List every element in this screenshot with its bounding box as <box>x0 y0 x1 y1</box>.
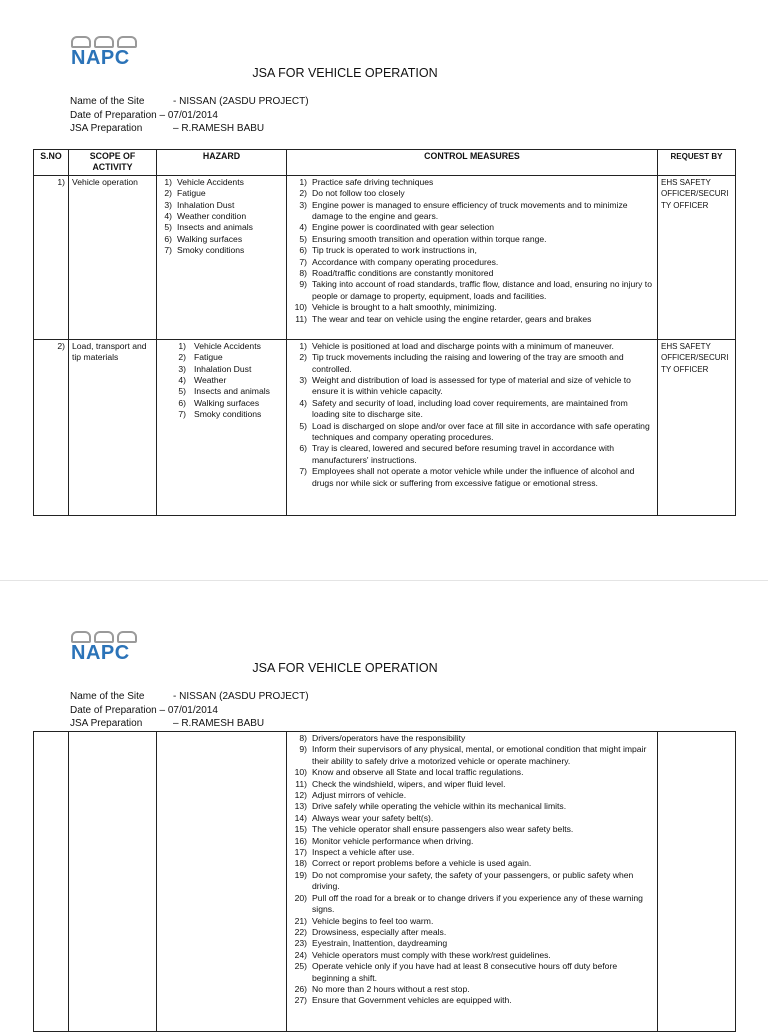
item-text: Drive safely while operating the vehicle within its mechanical limits. <box>312 801 567 812</box>
item-text: Inform their supervisors of any physical, mental, or emotional condition that might impair their ability to safely drive a motorized vehicle or operate machinery. <box>312 744 647 766</box>
item-number: 26) <box>294 983 307 994</box>
list-item <box>290 790 654 801</box>
item-text: Tray is cleared, lowered and secured before resuming travel in accordance with manufacturers' instructions. <box>312 443 615 465</box>
prep-value: – R.RAMESH BABU <box>173 123 265 134</box>
item-text: No more than 2 hours without a rest stop. <box>312 983 470 994</box>
row-sno: 2) <box>34 339 69 515</box>
item-number: 3) <box>164 199 172 210</box>
row-controls <box>287 732 658 1032</box>
item-number: 4) <box>299 222 307 233</box>
item-text: Load is discharged on slope and/or over face at fill site in accordance with safe operating techniques and company operating procedures. <box>312 420 650 443</box>
item-text: Smoky conditions <box>177 245 245 256</box>
item-number: 1) <box>299 340 307 351</box>
list-item <box>290 984 654 995</box>
list-item <box>160 177 283 188</box>
row-scope: Load, transport and tip materials <box>69 339 157 515</box>
item-number: 11) <box>295 313 307 324</box>
item-text: Employees shall not operate a motor vehicle while under the influence of alcohol and drugs nor while sick or suffering from excessive fatigue or emotional stress. <box>312 466 635 488</box>
item-text: Vehicle is positioned at load and discharge points with a minimum of maneuver. <box>312 340 614 351</box>
item-text: Taking into account of road standards, traffic flow, distance and load, ensuring no injury to people or damage to property, equipment, loads and facilities. <box>312 279 652 301</box>
item-number: 27) <box>294 995 307 1006</box>
item-number: 17) <box>294 847 307 858</box>
list-item <box>290 352 654 375</box>
list-item <box>160 341 283 352</box>
item-text: Walking surfaces <box>177 233 243 244</box>
item-text: Weight and distribution of load is assessed for type of material and size of vehicle to ensure it is within vehicle capacity. <box>312 375 631 397</box>
item-number: 6) <box>164 233 172 244</box>
item-text: Weather condition <box>177 211 247 222</box>
item-number: 23) <box>294 938 307 949</box>
list-item <box>160 234 283 245</box>
row-sno <box>34 732 69 1032</box>
item-number: 22) <box>294 926 307 937</box>
list-item <box>160 188 283 199</box>
row-hazards <box>157 339 287 515</box>
list-item <box>290 744 654 767</box>
list-item <box>290 268 654 279</box>
list-item <box>290 398 654 421</box>
logo-text: NAPC <box>71 642 130 664</box>
list-item <box>290 245 654 256</box>
item-number: 3) <box>299 375 307 386</box>
item-number: 4) <box>178 375 186 386</box>
item-number: 1) <box>299 176 307 187</box>
item-number: 8) <box>299 268 307 279</box>
item-number: 21) <box>294 915 307 926</box>
list-item <box>290 813 654 824</box>
date-label: Date of Preparation <box>70 704 157 716</box>
list-item <box>290 847 654 858</box>
list-item <box>290 421 654 444</box>
date-label: Date of Preparation <box>70 109 157 121</box>
item-number: 3) <box>178 363 186 374</box>
item-number: 2) <box>299 352 307 363</box>
list-item <box>290 375 654 398</box>
item-number: 3) <box>299 199 307 210</box>
date-value: – 07/01/2014 <box>159 109 218 121</box>
row-sno: 1) <box>34 175 69 339</box>
list-item <box>160 386 283 397</box>
header-scope: SCOPE OF ACTIVITY <box>69 150 157 176</box>
list-item <box>290 188 654 199</box>
item-text: Engine power is managed to ensure efficiency of truck movements and to minimize damage to the engine and gears. <box>312 199 628 222</box>
item-number: 9) <box>299 279 307 290</box>
header-control: CONTROL MEASURES <box>287 150 658 176</box>
item-text: Walking surfaces <box>194 397 260 408</box>
document-meta <box>70 690 309 731</box>
header-request: REQUEST BY <box>658 150 736 176</box>
item-text: The vehicle operator shall ensure passengers also wear safety belts. <box>312 824 574 835</box>
row-request: EHS SAFETY OFFICER/SECURI TY OFFICER <box>658 175 736 339</box>
list-item <box>290 222 654 233</box>
table-header-row <box>34 150 736 176</box>
item-text: Monitor vehicle performance when driving. <box>312 835 474 846</box>
list-item <box>290 950 654 961</box>
date-value: – 07/01/2014 <box>159 704 218 716</box>
item-text: Correct or report problems before a vehicle is used again. <box>312 858 532 869</box>
list-item <box>290 767 654 778</box>
item-text: Road/traffic conditions are constantly monitored <box>312 268 494 279</box>
item-text: Accordance with company operating procedures. <box>312 256 499 267</box>
list-item <box>290 200 654 223</box>
item-number: 13) <box>294 801 307 812</box>
item-number: 9) <box>299 744 307 755</box>
table-row <box>34 339 736 515</box>
item-number: 6) <box>299 443 307 454</box>
item-number: 10) <box>294 767 307 778</box>
item-text: Insects and animals <box>194 386 270 397</box>
list-item <box>290 177 654 188</box>
item-number: 5) <box>164 222 172 233</box>
list-item <box>290 995 654 1006</box>
table-row <box>34 175 736 339</box>
list-item <box>290 779 654 790</box>
item-text: Vehicle is brought to a halt smoothly, minimizing. <box>312 302 497 313</box>
item-text: Operate vehicle only if you have had at least 8 consecutive hours off duty before beginning a shift. <box>312 961 618 983</box>
list-item <box>160 409 283 420</box>
item-number: 4) <box>164 211 172 222</box>
item-text: Pull off the road for a break or to change drivers if you experience any of these warning signs. <box>312 892 643 915</box>
item-text: Eyestrain, Inattention, daydreaming <box>312 938 448 949</box>
item-text: The wear and tear on vehicle using the engine retarder, gears and brakes <box>312 313 592 324</box>
item-number: 11) <box>295 778 307 789</box>
item-text: Engine power is coordinated with gear selection <box>312 222 495 233</box>
item-text: Tip truck is operated to work instructions in, <box>312 245 477 256</box>
list-item <box>290 893 654 916</box>
item-text: Vehicle Accidents <box>177 176 244 187</box>
row-hazards <box>157 175 287 339</box>
list-item <box>160 222 283 233</box>
item-text: Drivers/operators have the responsibility <box>312 733 466 743</box>
item-number: 8) <box>299 733 307 743</box>
item-text: Fatigue <box>177 188 206 199</box>
list-item <box>290 302 654 313</box>
item-number: 16) <box>294 835 307 846</box>
item-text: Vehicle begins to feel too warm. <box>312 915 434 926</box>
item-text: Inspect a vehicle after use. <box>312 847 415 858</box>
item-text: Vehicle operators must comply with these work/rest guidelines. <box>312 949 551 960</box>
list-item <box>160 375 283 386</box>
item-number: 1) <box>178 340 186 351</box>
row-request <box>658 732 736 1032</box>
item-number: 24) <box>294 949 307 960</box>
list-item <box>290 466 654 489</box>
list-item <box>290 341 654 352</box>
list-item <box>290 824 654 835</box>
list-item <box>290 279 654 302</box>
item-number: 7) <box>164 245 172 256</box>
item-text: Do not follow too closely <box>312 188 405 199</box>
list-item <box>290 870 654 893</box>
prep-label: JSA Preparation <box>70 718 143 729</box>
item-text: Practice safe driving techniques <box>312 176 434 187</box>
list-item <box>290 234 654 245</box>
site-value: - NISSAN (2ASDU PROJECT) <box>173 96 309 107</box>
row-controls <box>287 339 658 515</box>
item-number: 5) <box>299 233 307 244</box>
list-item <box>290 961 654 984</box>
item-number: 1) <box>164 176 172 187</box>
site-label: Name of the Site <box>70 96 145 107</box>
item-number: 18) <box>294 858 307 869</box>
item-text: Check the windshield, wipers, and wiper fluid level. <box>312 778 506 789</box>
list-item <box>290 801 654 812</box>
item-number: 7) <box>178 409 186 420</box>
item-text: Smoky conditions <box>194 409 262 420</box>
item-number: 2) <box>299 188 307 199</box>
item-text: Insects and animals <box>177 222 253 233</box>
list-item <box>290 443 654 466</box>
logo-text: NAPC <box>71 47 130 69</box>
item-text: Ensuring smooth transition and operation within torque range. <box>312 233 547 244</box>
list-item <box>290 916 654 927</box>
item-number: 6) <box>178 397 186 408</box>
item-text: Do not compromise your safety, the safety of your passengers, or public safety when driving. <box>312 869 634 892</box>
item-number: 10) <box>294 302 307 313</box>
site-value: - NISSAN (2ASDU PROJECT) <box>173 691 309 702</box>
item-number: 19) <box>294 869 307 880</box>
row-scope <box>69 732 157 1032</box>
item-text: Ensure that Government vehicles are equipped with. <box>312 995 512 1006</box>
item-text: Vehicle Accidents <box>194 340 261 351</box>
item-text: Tip truck movements including the raising and lowering of the tray are smooth and controlled. <box>312 352 624 374</box>
table-row <box>34 732 736 1032</box>
list-item <box>290 733 654 744</box>
document-title: JSA FOR VEHICLE OPERATION <box>252 661 438 675</box>
list-item <box>290 927 654 938</box>
document-meta <box>70 95 309 136</box>
item-number: 15) <box>294 824 307 835</box>
list-item <box>160 200 283 211</box>
site-label: Name of the Site <box>70 691 145 702</box>
item-number: 12) <box>294 790 307 801</box>
item-number: 2) <box>164 188 172 199</box>
prep-value: – R.RAMESH BABU <box>173 718 265 729</box>
item-number: 5) <box>299 420 307 431</box>
item-text: Fatigue <box>194 352 223 363</box>
list-item <box>160 211 283 222</box>
row-request: EHS SAFETY OFFICER/SECURI TY OFFICER <box>658 339 736 515</box>
item-number: 4) <box>299 397 307 408</box>
document-title: JSA FOR VEHICLE OPERATION <box>252 66 438 80</box>
item-number: 14) <box>294 812 307 823</box>
list-item <box>160 364 283 375</box>
item-text: Drowsiness, especially after meals. <box>312 926 447 937</box>
item-number: 7) <box>299 466 307 477</box>
row-controls <box>287 175 658 339</box>
row-scope: Vehicle operation <box>69 175 157 339</box>
item-text: Know and observe all State and local traffic regulations. <box>312 767 524 778</box>
list-item <box>290 314 654 325</box>
item-number: 25) <box>294 961 307 972</box>
item-text: Safety and security of load, including load cover requirements, are maintained from loading site to discharge site. <box>312 397 628 420</box>
item-number: 20) <box>294 892 307 903</box>
list-item <box>290 858 654 869</box>
list-item <box>160 352 283 363</box>
list-item <box>290 938 654 949</box>
document-page-2 <box>0 580 768 1025</box>
item-text: Always wear your safety belt(s). <box>312 812 434 823</box>
item-text: Inhalation Dust <box>194 363 252 374</box>
list-item <box>290 257 654 268</box>
prep-label: JSA Preparation <box>70 123 143 134</box>
item-number: 5) <box>178 386 186 397</box>
header-hazard: HAZARD <box>157 150 287 176</box>
list-item <box>160 245 283 256</box>
napc-logo <box>71 36 145 67</box>
item-text: Weather <box>194 375 227 386</box>
item-number: 6) <box>299 245 307 256</box>
header-sno: S.NO <box>34 150 69 176</box>
row-hazards <box>157 732 287 1032</box>
list-item <box>160 398 283 409</box>
jsa-table-continued <box>33 731 736 1032</box>
item-number: 2) <box>178 352 186 363</box>
jsa-table <box>33 149 736 516</box>
list-item <box>290 836 654 847</box>
item-text: Adjust mirrors of vehicle. <box>312 790 407 801</box>
item-text: Inhalation Dust <box>177 199 235 210</box>
item-number: 7) <box>299 256 307 267</box>
napc-logo <box>71 631 145 662</box>
